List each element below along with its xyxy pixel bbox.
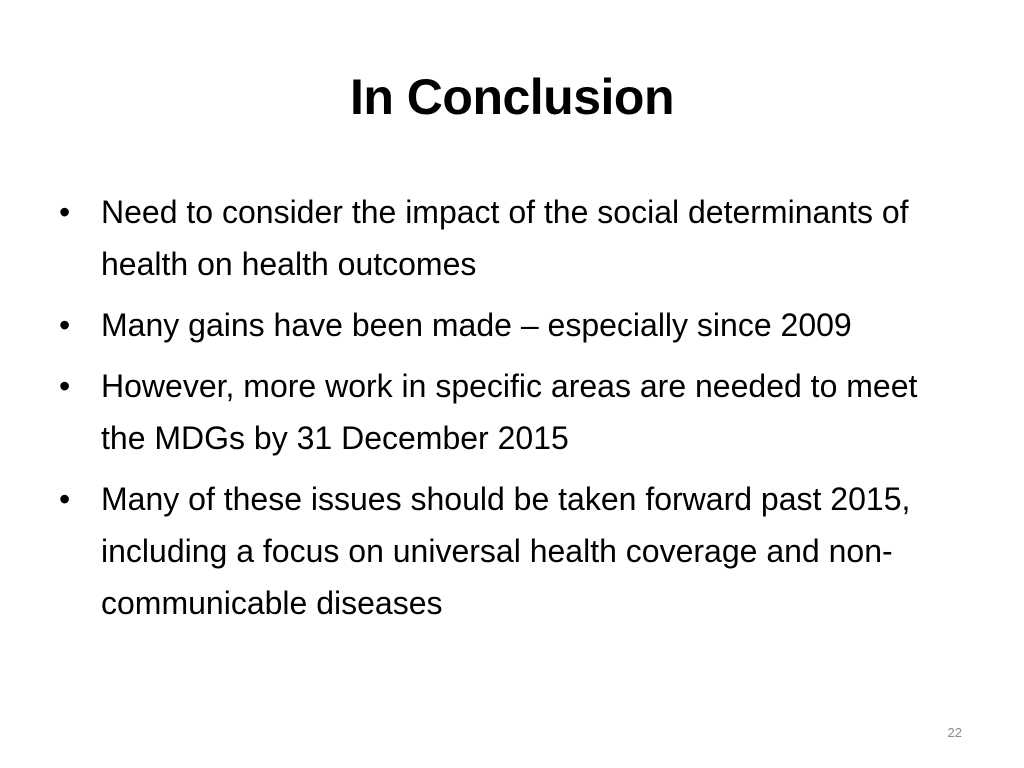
slide-number: 22	[947, 725, 962, 740]
bullet-item	[56, 299, 966, 351]
bullet-item	[56, 360, 966, 464]
bullet-text: Need to consider the impact of the social determinants of health on health outcomes	[101, 194, 909, 282]
bullet-dot-icon: •	[59, 194, 71, 230]
bullet-text: However, more work in specific areas are needed to meet the MDGs by 31 December 2015	[101, 368, 918, 456]
bullet-dot-icon: •	[59, 368, 71, 404]
bullet-text: Many gains have been made – especially since 2009	[101, 307, 852, 343]
bullet-text: Many of these issues should be taken forward past 2015, including a focus on universal health coverage and non-communicable diseases	[101, 481, 911, 621]
bullet-list	[56, 186, 966, 638]
bullet-item	[56, 186, 966, 290]
bullet-dot-icon: •	[59, 481, 71, 517]
bullet-item	[56, 473, 966, 629]
bullet-dot-icon: •	[59, 307, 71, 343]
slide-title: In Conclusion	[349, 69, 675, 125]
